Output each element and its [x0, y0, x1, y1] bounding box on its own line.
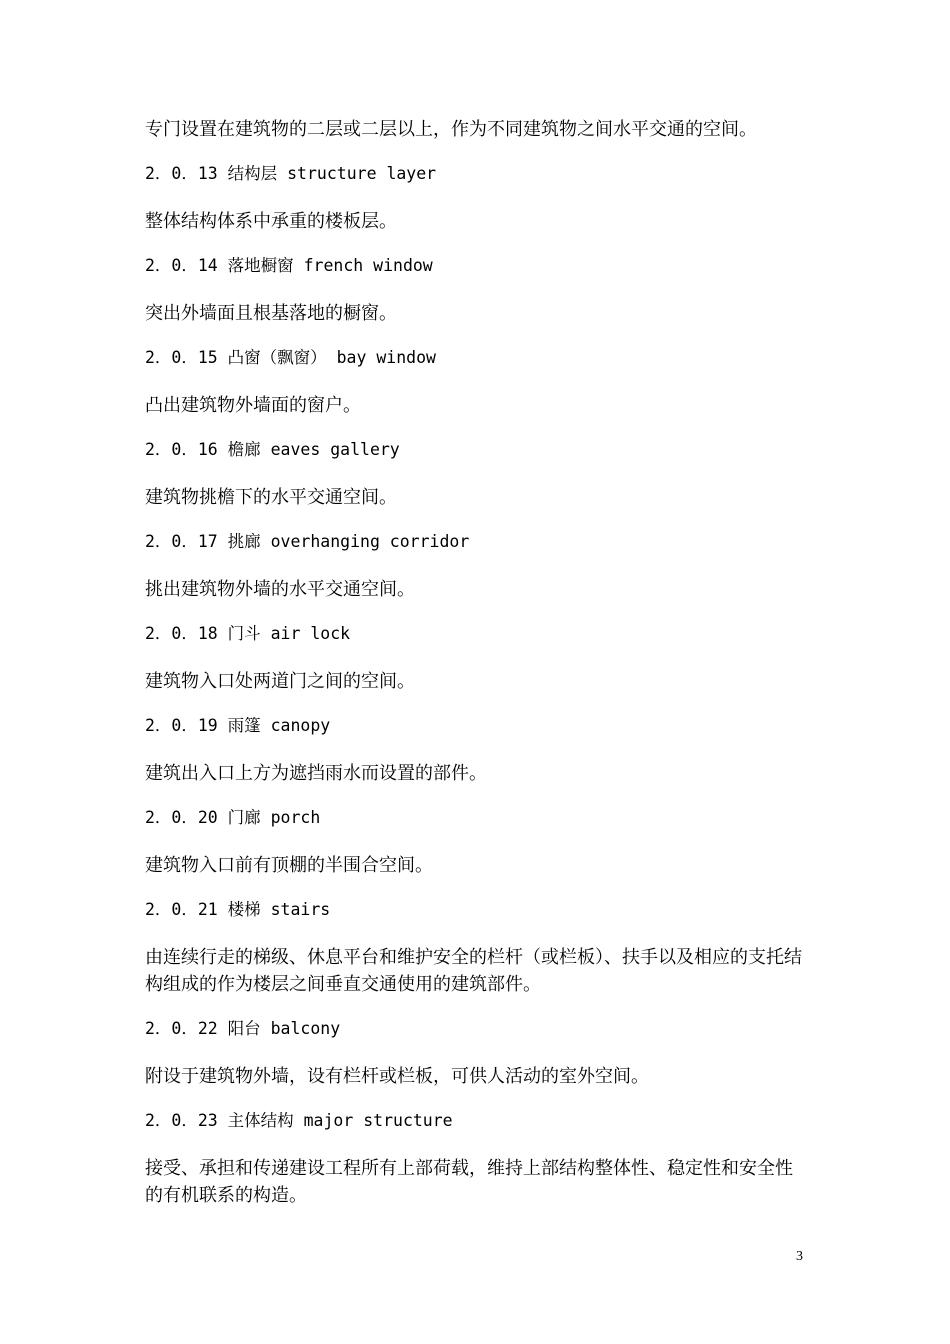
term-heading: 2．0．18 门斗 air lock [145, 624, 351, 643]
term-heading: 2．0．22 阳台 balcony [145, 1019, 341, 1038]
definition-paragraph: 建筑物入口前有顶棚的半围合空间。 [145, 855, 433, 876]
page-number: 3 [796, 1249, 803, 1264]
term-heading: 2．0．16 檐廊 eaves gallery [145, 440, 400, 459]
definition-paragraph: 建筑物入口处两道门之间的空间。 [145, 671, 415, 692]
definition-paragraph: 建筑出入口上方为遮挡雨水而设置的部件。 [145, 763, 487, 784]
definition-paragraph: 由连续行走的梯级、休息平台和维护安全的栏杆（或栏板）、扶手以及相应的支托结构组成的作为楼层之间垂直交通使用的建筑部件。 [145, 947, 802, 995]
definition-paragraph: 凸出建筑物外墙面的窗户。 [145, 395, 361, 416]
term-heading: 2．0．23 主体结构 major structure [145, 1111, 453, 1130]
definition-paragraph: 接受、承担和传递建设工程所有上部荷载，维持上部结构整体性、稳定性和安全性的有机联系的构造。 [145, 1158, 793, 1206]
term-heading: 2．0．13 结构层 structure layer [145, 164, 437, 183]
definition-paragraph: 整体结构体系中承重的楼板层。 [145, 211, 397, 232]
document-body [145, 116, 810, 1228]
term-heading: 2．0．19 雨篷 canopy [145, 716, 331, 735]
definition-paragraph: 突出外墙面且根基落地的橱窗。 [145, 303, 397, 324]
definition-paragraph: 建筑物挑檐下的水平交通空间。 [145, 487, 397, 508]
definition-paragraph: 专门设置在建筑物的二层或二层以上，作为不同建筑物之间水平交通的空间。 [145, 119, 757, 140]
term-heading: 2．0．17 挑廊 overhanging corridor [145, 532, 470, 551]
definition-paragraph: 附设于建筑物外墙，设有栏杆或栏板，可供人活动的室外空间。 [145, 1066, 649, 1087]
term-heading: 2．0．21 楼梯 stairs [145, 900, 331, 919]
definition-paragraph: 挑出建筑物外墙的水平交通空间。 [145, 579, 415, 600]
term-heading: 2．0．14 落地橱窗 french window [145, 256, 433, 275]
term-heading: 2．0．15 凸窗（飘窗） bay window [145, 348, 436, 367]
term-heading: 2．0．20 门廊 porch [145, 808, 321, 827]
